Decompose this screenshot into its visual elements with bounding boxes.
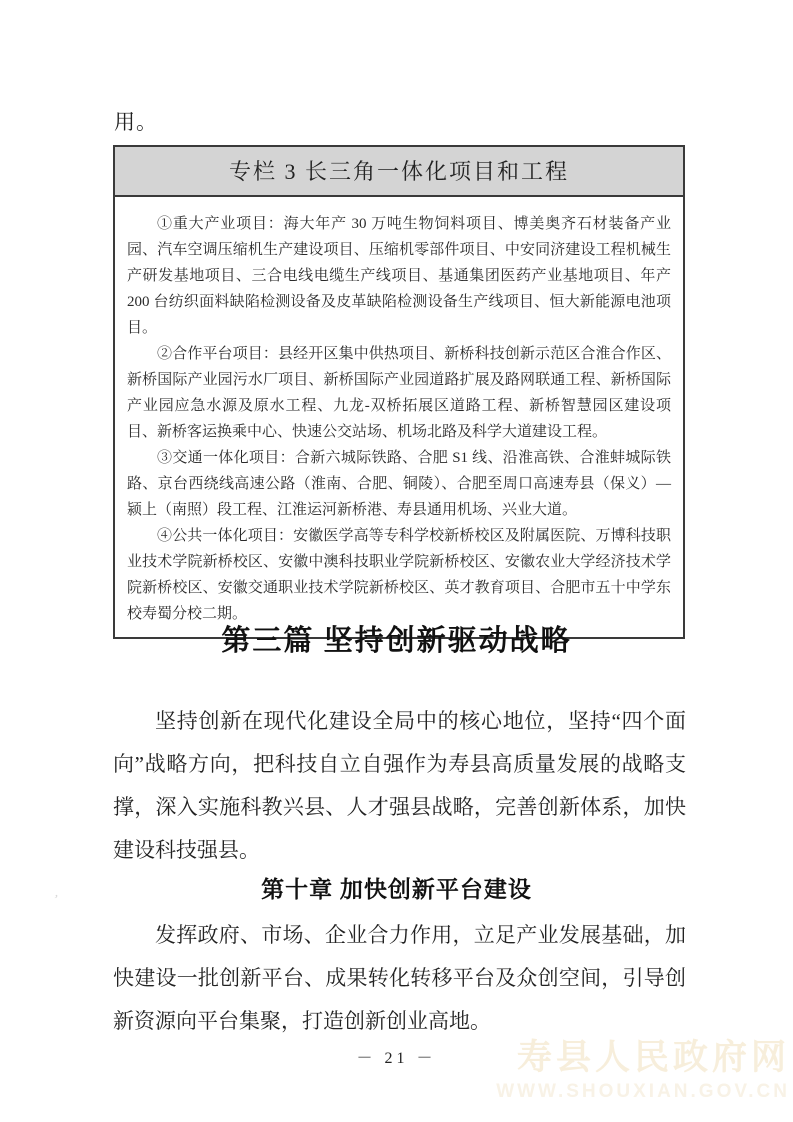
scan-artifact-mark: ’	[51, 892, 60, 909]
body-paragraph-innovation-position: 坚持创新在现代化建设全局中的核心地位，坚持“四个面向”战略方向，把科技自立自强作为寿县高质量发展的战略支撑，深入实施科教兴县、人才强县战略，完善创新体系，加快建设科技强县。	[113, 709, 686, 862]
column-box-title: 专栏 3 长三角一体化项目和工程	[115, 147, 683, 197]
watermark-chinese-text: 寿县人民政府网	[516, 1038, 790, 1077]
column-item-major-industry: ①重大产业项目：海大年产 30 万吨生物饲料项目、博美奥齐石材装备产业园、汽车空调压缩机生产建设项目、压缩机零部件项目、中安同济建设工程机械生产研发基地项目、三合电线电缆生产线项目、基通集团医药产业基地项目、年产 200 台纺织面料缺陷检测设备及皮革缺陷检测设备生产线项目、恒大新能源电池项目。	[127, 216, 671, 336]
column-item-transport-integration: ③交通一体化项目：合新六城际铁路、合肥 S1 线、沿淮高铁、合淮蚌城际铁路、京台西绕线高速公路（淮南、合肥、铜陵）、合肥至周口高速寿县（保义）—颍上（南照）段工程、江淮运河新桥港、寿县通用机场、兴业大道。	[127, 450, 671, 518]
watermark-url-text: WWW.SHOUXIAN.GOV.CN	[496, 1081, 790, 1102]
paragraph-continuation: 用。	[114, 110, 158, 134]
page-number: － 21 －	[356, 1050, 437, 1067]
chapter-ten-heading: 第十章 加快创新平台建设	[261, 877, 532, 902]
special-column-box	[113, 145, 685, 639]
body-paragraph-platform-building: 发挥政府、市场、企业合力作用，立足产业发展基础，加快建设一批创新平台、成果转化转移平台及众创空间，引导创新资源向平台集聚，打造创新创业高地。	[113, 923, 686, 1033]
column-item-public-integration: ④公共一体化项目：安徽医学高等专科学校新桥校区及附属医院、万博科技职业技术学院新桥校区、安徽中澳科技职业学院新桥校区、安徽农业大学经济技术学院新桥校区、安徽交通职业技术学院新桥校区、英才教育项目、合肥市五十中学东校寿蜀分校二期。	[127, 528, 671, 622]
column-item-cooperation-platform: ②合作平台项目：县经开区集中供热项目、新桥科技创新示范区合淮合作区、新桥国际产业园污水厂项目、新桥国际产业园道路扩展及路网联通工程、新桥国际产业园应急水源及原水工程、九龙-双桥拓展区道路工程、新桥智慧园区建设项目、新桥客运换乘中心、快速公交站场、机场北路及科学大道建设工程。	[127, 346, 671, 440]
column-box-body	[115, 197, 683, 637]
part-three-heading: 第三篇 坚持创新驱动战略	[221, 625, 572, 657]
